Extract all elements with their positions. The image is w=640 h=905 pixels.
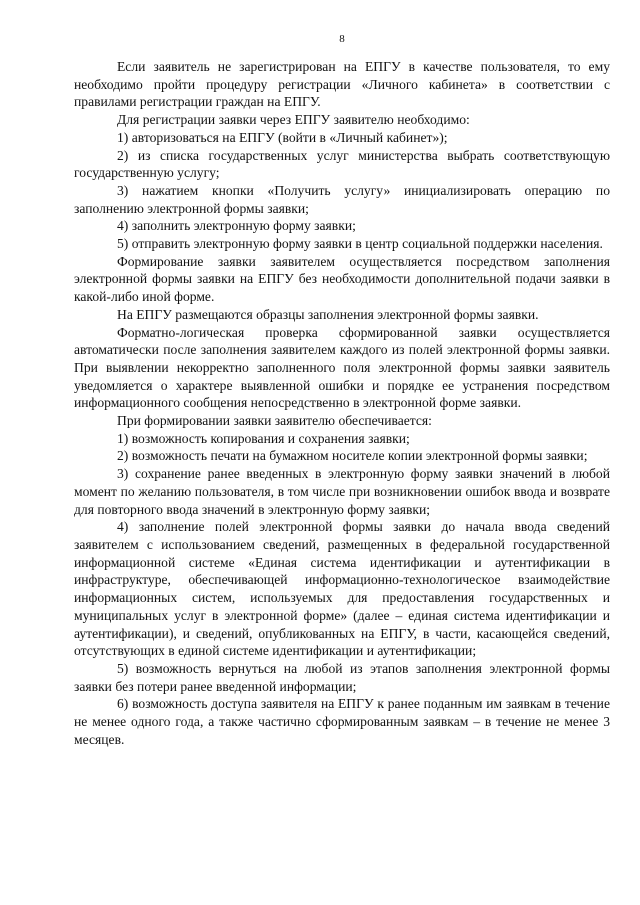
list-item-print: 2) возможность печати на бумажном носителе копии электронной формы заявки;	[117, 448, 588, 464]
list-item-send-form: 5) отправить электронную форму заявки в центр социальной поддержки населения.	[117, 236, 603, 252]
list-item-copy-save: 1) возможность копирования и сохранения заявки;	[117, 430, 410, 446]
list-item-authorize: 1) авторизоваться на ЕПГУ (войти в «Личный кабинет»);	[117, 129, 448, 145]
list-item-prefill: 4) заполнение полей электронной формы заявки до начала ввода сведений заявителем с использованием сведений, размещенных в федеральной государственной информационной системе «Единая система идентификации и аутентификации в инфраструктуре, обеспечивающей информационно-технологическое взаимодействие информационных систем, используемых для предоставления государственных и муниципальных услуг в электронной форме» (далее – единая система идентификации и аутентификации), и сведений, опубликованных на ЕПГУ, в части, касающейся сведений, отсутствующих в единой системе идентификации и аутентификации;	[74, 519, 610, 659]
paragraph-registration-intro: Для регистрации заявки через ЕПГУ заявителю необходимо:	[117, 112, 470, 128]
list-item-save-values: 3) сохранение ранее введенных в электронную форму заявки значений в любой момент по желанию пользователя, в том числе при возникновении ошибок ввода и возврате для повторного ввода значений в электронную форму заявки;	[74, 466, 610, 517]
document-body	[74, 58, 610, 748]
document-page	[74, 32, 610, 748]
paragraph-provisions-intro: При формировании заявки заявителю обеспечивается:	[117, 413, 432, 429]
paragraph-format-check: Форматно-логическая проверка сформированной заявки осуществляется автоматически после заполнения заявителем каждого из полей электронной формы заявки. При выявлении некорректно заполненного поля электронной формы заявки заявитель уведомляется о характере выявленной ошибки и порядке ее устранения посредством информационного сообщения непосредственно в электронной форме заявки.	[74, 324, 610, 411]
page-number: 8	[339, 33, 345, 45]
list-item-select-service: 2) из списка государственных услуг министерства выбрать соответствующую государственную услугу;	[74, 147, 610, 181]
paragraph-form-filling: Формирование заявки заявителем осуществляется посредством заполнения электронной формы заявки на ЕПГУ без необходимости дополнительной подачи заявки в какой-либо иной форме.	[74, 253, 610, 305]
list-item-get-service-button: 3) нажатием кнопки «Получить услугу» инициализировать операцию по заполнению электронной формы заявки;	[74, 182, 610, 216]
list-item-fill-form: 4) заполнить электронную форму заявки;	[117, 218, 356, 234]
paragraph-samples: На ЕПГУ размещаются образцы заполнения электронной формы заявки.	[117, 306, 539, 322]
paragraph-unregistered-applicant: Если заявитель не зарегистрирован на ЕПГУ в качестве пользователя, то ему необходимо пройти процедуру регистрации «Личного кабинета» в соответствии с правилами регистрации граждан на ЕПГУ.	[74, 59, 610, 110]
list-item-access-history: 6) возможность доступа заявителя на ЕПГУ к ранее поданным им заявкам в течение не менее одного года, а также частично сформированным заявкам – в течение не менее 3 месяцев.	[74, 696, 610, 747]
list-item-return-stages: 5) возможность вернуться на любой из этапов заполнения электронной формы заявки без потери ранее введенной информации;	[74, 660, 610, 694]
